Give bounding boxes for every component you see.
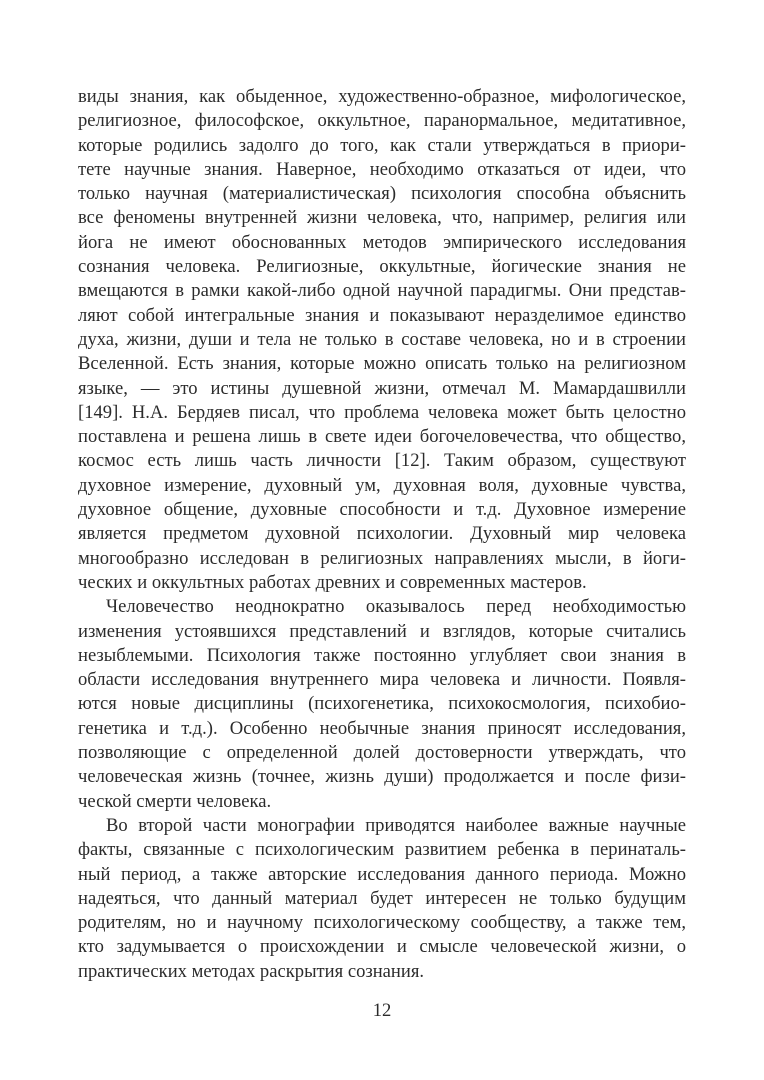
- text-line: религиозное, философское, оккультное, паранормальное, медитативное,: [78, 110, 686, 132]
- paragraph-3: [78, 814, 686, 984]
- text-line: ческих и оккультных работах древних и современных мастеров.: [78, 571, 587, 593]
- body-text: [78, 85, 686, 984]
- text-line: ческой смерти человека.: [78, 790, 272, 812]
- text-line: ются новые дисциплины (психогенетика, психокосмология, психобио-: [78, 693, 686, 715]
- text-line: сознания человека. Религиозные, оккультные, йогические знания не: [78, 256, 686, 278]
- text-line: незыблемыми. Психология также постоянно углубляет свои знания в: [78, 644, 686, 666]
- text-line: духовное общение, духовные способности и т.д. Духовное измерение: [78, 499, 686, 521]
- text-line: изменения устоявшихся представлений и взглядов, которые считались: [78, 620, 686, 642]
- text-line: ляют собой интегральные знания и показывают неразделимое единство: [78, 304, 686, 326]
- text-line: виды знания, как обыденное, художественно-образное, мифологическое,: [78, 86, 686, 107]
- page-number: 12: [372, 1000, 392, 1021]
- text-line: генетика и т.д.). Особенно необычные знания приносят исследования,: [78, 717, 686, 739]
- text-line: человеческая жизнь (точнее, жизнь души) продолжается и после физи-: [78, 766, 686, 788]
- text-line: тете научные знания. Наверное, необходимо отказаться от идеи, что: [78, 158, 686, 180]
- text-line: является предметом духовной психологии. Духовный мир человека: [78, 523, 686, 545]
- text-line: вмещаются в рамки какой-либо одной научной парадигмы. Они представ-: [78, 280, 686, 302]
- text-line: позволяющие с определенной долей достоверности утверждать, что: [78, 742, 686, 764]
- text-line: Человечество неоднократно оказывалось перед необходимостью: [106, 596, 686, 618]
- text-line: все феномены внутренней жизни человека, что, например, религия или: [78, 207, 686, 229]
- text-line: только научная (материалистическая) психология способна объяснить: [78, 183, 686, 205]
- text-line: [149]. Н.А. Бердяев писал, что проблема человека может быть целостно: [78, 401, 686, 423]
- text-line: поставлена и решена лишь в свете идеи богочеловечества, что общество,: [78, 426, 686, 448]
- text-line: ный период, а также авторские исследования данного периода. Можно: [78, 863, 686, 885]
- paragraph-1: [78, 85, 686, 595]
- text-line: многообразно исследован в религиозных направлениях мысли, в йоги-: [78, 547, 686, 569]
- text-line: йога не имеют обоснованных методов эмпирического исследования: [78, 231, 686, 253]
- text-line: области исследования внутреннего мира человека и личности. Появля-: [78, 669, 686, 691]
- text-line: космос есть лишь часть личности [12]. Таким образом, существуют: [78, 450, 686, 472]
- text-line: практических методах раскрытия сознания.: [78, 960, 425, 982]
- text-line: Во второй части монографии приводятся наиболее важные научные: [106, 814, 686, 836]
- text-line: надеяться, что данный материал будет интересен не только будущим: [78, 887, 686, 909]
- text-line: которые родились задолго до того, как стали утверждаться в приори-: [78, 134, 686, 156]
- text-line: кто задумывается о происхождении и смысле человеческой жизни, о: [78, 936, 686, 958]
- text-line: родителям, но и научному психологическому сообществу, а также тем,: [78, 912, 686, 934]
- text-line: языке, — это истины душевной жизни, отмечал М. Мамардашвилли: [78, 377, 686, 399]
- text-line: духа, жизни, души и тела не только в составе человека, но и в строении: [78, 328, 686, 350]
- text-line: факты, связанные с психологическим развитием ребенка в перинаталь-: [78, 839, 686, 861]
- text-line: Вселенной. Есть знания, которые можно описать только на религиозном: [78, 353, 686, 375]
- paragraph-2: [78, 595, 686, 814]
- text-line: духовное измерение, духовный ум, духовная воля, духовные чувства,: [78, 474, 686, 496]
